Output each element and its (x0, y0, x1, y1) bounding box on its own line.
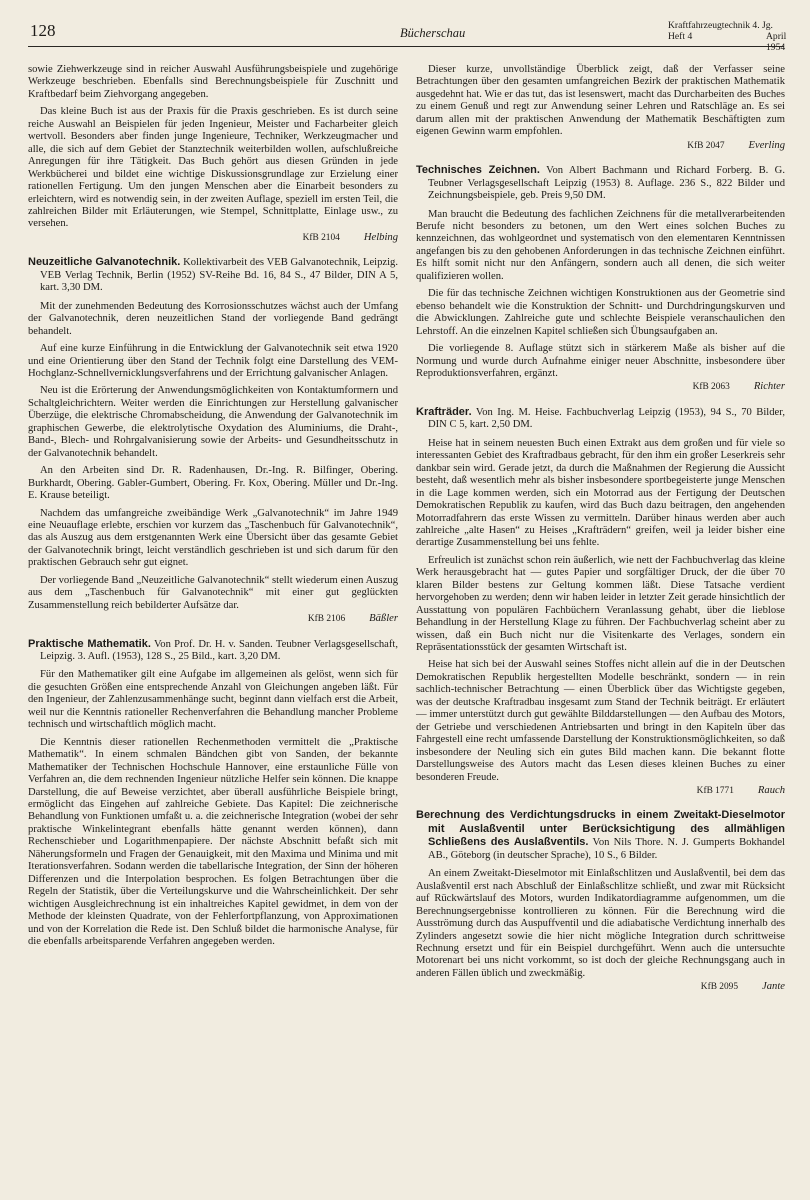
review-code: KfB 2106 (307, 614, 346, 625)
review-code: KfB 2104 (302, 232, 340, 243)
book-biblio: Von Nils Thore. N. J. Gumperts Bokhandel AB., Göteborg (in deutscher Sprache), 10 S., 6 Bilder. (428, 837, 785, 861)
paragraph: An einem Zweitakt-Dieselmotor mit Einlaßschlitzen und Auslaßventil, bei dem das Auslaßventil erst nach Abschluß der Einlaßschlitze schließt, und zwar mit Rücksicht auf Rückwärtslauf des Motors, wurden Indikatordiagramme aufgenommen, um die Berechnungsergebnisse kontrollieren zu können. Für die Berechnung wird die Ausströmung durch das Auspuffventil und die adiabatische Verdichtung innerhalb des Zylinders angesetzt sowie die hier nicht mögliche Integration durch schrittweise Rechnung ersetzt und für ein Beispiel durchgeführt. Wenn auch die untersuchte Motorenart bei uns nicht vorkommt, so ist doch der gleiche Rechnungsgang auch in anderen Fällen üblich und zweckmäßig. (416, 868, 785, 979)
paragraph: Die für das technische Zeichnen wichtigen Konstruktionen aus der Geometrie sind ebenso behandelt wie die Konstruktion der Schnitt- und Durchdringungskurven und die Abwicklungen. Zahlreiche gute und schlechte Beispiele veranschaulichen den Lehrstoff. An die einzelnen Kapitel schließen sich Übungsaufgaben an. (416, 288, 785, 337)
paragraph: Heise hat in seinem neuesten Buch einen Extrakt aus dem großen und für viele so interessanten Gebiet des Kraftradbaus gebracht, für den ihm ein großer Leserkreis sehr dankbar sein wird. Gerade jetzt, da durch die Maßnahmen der Regierung die Aussicht besteht, daß wesentlich mehr als bisher insbesondere sportbegeisterte junge Menschen in die Lage kommen werden, sich ein Motorrad aus der Fertigung der Deutschen Demokratischen Republik zu kaufen, wird das Buch dazu beitragen, den angehenden Motorradfahrern das erste Wissen zu vermitteln. Darüber hinaus werden aber auch zahlreiche „alte Hasen“ zu Heises „Krafträdern“ greifen, weil ja leider bisher eine derartige Zusammenstellung bei uns fehlte. (416, 437, 785, 549)
review-mathematik-continued (416, 64, 785, 152)
paragraph: An den Arbeiten sind Dr. R. Radenhausen, Dr.-Ing. R. Bilfinger, Obering. Burkhardt, Obering. Gabler-Gumbert, Obering. Fr. Kox, Obering. Müller und Dr.-Ing. E. Krause beteiligt. (28, 465, 398, 502)
reviewer-name: Everling (748, 139, 785, 151)
review-signature (28, 613, 398, 625)
paragraph: Der vorliegende Band „Neuzeitliche Galvanotechnik“ stellt wiederum einen Auszug aus dem „Taschenbuch für Galvanotechnik“ mit einer gut geglückten Zusammenstellung reich bebilderter Aufsätze dar. (28, 574, 398, 611)
review-code: KfB 2095 (700, 982, 739, 993)
paragraph: sowie Ziehwerkzeuge sind in reicher Auswahl Ausführungsbeispiele und zugehörige Werkzeuge beschrieben. Ebenfalls sind Berechnungsbeispiele für Zuschnitt und Kraftbedarf beim Ziehvorgang angegeben. (28, 64, 398, 100)
journal-info (668, 20, 787, 53)
journal-name: Kraftfahrzeugtechnik 4. Jg. (668, 20, 773, 31)
paragraph: Dieser kurze, unvollständige Überblick zeigt, daß der Verfasser seine Betrachtungen über den gesamten umfangreichen Bezirk der praktischen Mathematik ausgedehnt hat. Wie er das tut, das ist lesenswert, macht das Durcharbeiten des Buches zu einem Genuß und regt zur Anwendung seiner Lehren und Ratschläge an. Es sei darum allen mit der praktischen Anwendung der Mathematik Beschäftigten zum eigenen Gewinn warm empfohlen. (416, 64, 785, 138)
review-heading (416, 164, 785, 202)
book-biblio: Kollektivarbeit des VEB Galvanotechnik, Leipzig. VEB Verlag Technik, Berlin (1952) SV-Reihe Bd. 16, 84 S., 47 Bilder, DIN A 5, kart. 3,30 DM. (40, 257, 398, 294)
book-title: Technisches Zeichnen. (416, 164, 540, 177)
left-column (28, 64, 398, 960)
paragraph: Man braucht die Bedeutung des fachlichen Zeichnens für die metallverarbeitenden Berufe nicht besonders zu betonen, um den Wert eines solchen Buches zu kennzeichnen, das wohlgeordnet und systematisch von den elementaren Kenntnissen angefangen bis zu den gehobenen Anforderungen in das technische Zeichnen einführt. Es hilft somit nicht nur den Anfängern, sondern auch all denen, die sich weiter qualifizieren wollen. (416, 208, 785, 282)
review-continued (28, 64, 398, 244)
review-code: KfB 1771 (696, 786, 734, 797)
review-signature (416, 981, 785, 993)
paragraph: Mit der zunehmenden Bedeutung des Korrosionsschutzes wächst auch der Umfang der Galvanotechnik, deren neuzeitlichen Stand der vorliegende Band gedrängt behandelt. (28, 300, 398, 337)
book-title: Praktische Mathematik. (28, 637, 151, 650)
paragraph: Auf eine kurze Einführung in die Entwicklung der Galvanotechnik seit etwa 1920 und eine Orientierung über den Stand der Technik folgt eine Darstellung des VEM-Hochglanz-Schnellvernicklungsverfahrens und der Errichtung galvanischer Anlagen. (28, 343, 398, 379)
page-number: 128 (30, 21, 56, 40)
review-heading (28, 638, 398, 664)
issue-date: April 1954 (766, 31, 787, 53)
paragraph: Die vorliegende 8. Auflage stützt sich in stärkerem Maße als bisher auf die Normung und wurde durch Aufnahme einiger neuer Abschnitte, insbesondere über Reproduktionsverfahren, ergänzt. (416, 343, 785, 379)
paragraph: Die Kenntnis dieser rationellen Rechenmethoden vermittelt die „Praktische Mathematik“. In einem schmalen Bändchen gibt von Sanden, der bekannte Mathematiker der Technischen Hochschule Hannover, eine erstaunliche Fülle von Verfahren an, die dem rechnenden Ingenieur nützliche Helfer sein können. Die knappe Darstellung, die auf Beweise verzichtet, aber überall ausführliche Beispiele bringt, ermöglicht das Eingehen auf zahlreiche Gebiete. Das Kapitel: Die zeichnerische Behandlung von Funktionen umfaßt u. a. die zeichnerische Integration (wobei der sehr praktische Winkelintegrant ebenfalls hätte genannt werden können), dann Rechenschieber und Logarithmenpapiere. Der nächste Abschnitt befaßt sich mit Näherungsformeln und Fragen der Genauigkeit, mit den Maxima und Minima und mit Iterationsverfahren. Sodann werden die tabellarische Integration, der Sinn der höheren Differenzen und die Interpolation besprochen. Es folgen Betrachtungen über die Regeln der Statistik, über die Verteilungskurve und die Wahrscheinlichkeit. Der sehr wichtigen Ausgleichrechnung ist ein inhaltreiches Kapitel gewidmet, in dem von der Methode der kleinsten Quadrate, von der Fehlerfortpflanzung, von Approximationen und von der Korrelation die Rede ist. Den Schluß bildet die harmonische Analyse, für die ebenfalls arbeitsparende Verfahren angegeben werden. (28, 736, 398, 947)
review-galvanotechnik (28, 256, 398, 625)
review-code: KfB 2063 (692, 382, 730, 393)
paragraph: Nachdem das umfangreiche zweibändige Werk „Galvanotechnik“ im Jahre 1949 eine Neuauflage erlebte, erschien vor kurzem das „Taschenbuch für Galvanotechnik“, das als Auszug aus dem erstgenannten Werk eine Übersicht über das gesamte Gebiet der Galvanotechnik bringt, leicht verständlich geschrieben ist und sich darum für den praktischen Gebrauch sehr gut eignet. (28, 507, 398, 569)
book-title: Berechnung des Verdichtungsdrucks in einem Zweitakt-Dieselmotor mit Auslaßventil unter Berücksichtigung des allmähligen Schließens des Auslaßventils. (416, 809, 785, 849)
reviewer-name: Jante (762, 981, 785, 993)
reviewer-name: Helbing (363, 231, 398, 243)
review-heading (416, 406, 785, 432)
review-signature (28, 232, 398, 244)
page-header (28, 20, 787, 53)
review-technisches-zeichnen (416, 164, 785, 394)
review-heading (28, 256, 398, 294)
review-praktische-mathematik (28, 638, 398, 949)
reviewer-name: Bäßler (369, 613, 398, 625)
review-signature (416, 785, 785, 797)
reviewer-name: Richter (753, 381, 785, 393)
book-title: Krafträder. (416, 405, 472, 418)
book-biblio: Von Prof. Dr. H. v. Sanden. Teubner Verlagsgesellschaft, Leipzig. 3. Aufl. (1953), 128 S., 25 Bild., kart. 3,20 DM. (40, 638, 398, 663)
review-code: KfB 2047 (687, 140, 725, 151)
issue-label: Heft 4 (668, 31, 693, 42)
paragraph: Heise hat sich bei der Auswahl seines Stoffes nicht allein auf die in der Deutschen Demokratischen Republik hergestellten Modelle beschränkt, sondern — in rein sachlich-technischer Betrachtung — einen Überblick über das Wichtigste gegeben, was der deutsche Kraftradbau insgesamt zum Stand der Technik beiträgt. Er erläutert — immer unterstützt durch gut gewählte Bilddarstellungen — den Aufbau des Motors, der Getriebe und verschiedenen Antriebsarten und bringt in den Kapiteln über das Fahrgestell eine recht umfassende Darstellung der Konstruktionsmöglichkeiten, so daß insbesondere der Neuling sich ein gutes Bild machen kann. Die bekannt flotte Darstellungsweise des Autors macht das Lesen dieses kleinen Buches zu einer besonderen Freude. (416, 659, 785, 783)
book-title: Neuzeitliche Galvanotechnik. (28, 256, 181, 269)
paragraph: Erfreulich ist zunächst schon rein äußerlich, wie nett der Fachbuchverlag das kleine Werk herausgebracht hat — gutes Papier und sorgfältiger Druck, der die über 70 klaren Bilder bestens zur Geltung kommen läßt. Diese Tatsache verdient hervorgehoben zu werden; denn wir haben leider in letzter Zeit gerade hinsichtlich der Ausstattung von populären Fachbüchern Veranlassung gehabt, über die lieblose Behandlung in der Herstellung Klage zu führen. Der Fachbuchverlag scheint aber zu wissen, daß ein Buch nicht nur die Visitenkarte des Verlages, sondern ein Repräsentationsstück der gesamten Wirtschaft ist. (416, 554, 785, 654)
paragraph: Neu ist die Erörterung der Anwendungsmöglichkeiten von Kontaktumformern und Schaltgleichrichtern. Weiter werden die Einrichtungen zur Herstellung galvanischer Überzüge, die elektrische Chromabscheidung, die Anwendung der Galvanotechnik im graphischen Gewerbe, die elektrolytische Oxydation des Aluminiums, die Draht-, Band-, Blech- und Rohrgalvanisierung sowie der Arbeits- und Gesundheitsschutz in der Galvanotechnik behandelt. (28, 385, 398, 459)
paragraph: Für den Mathematiker gilt eine Aufgabe im allgemeinen als gelöst, wenn sich für die gesuchten Größen eine entsprechende Anzahl von Gleichungen angeben läßt. Für den Ingenieur, der Zahlenzusammenhänge sucht, beginnt dann vielfach erst die Arbeit, weil nur die Kenntnis rationeller Rechenverfahren die Behandlung mancher Probleme technisch und wirtschaftlich möglich macht. (28, 669, 398, 731)
review-kraftraeder (416, 406, 785, 798)
reviewer-name: Rauch (757, 785, 785, 797)
review-heading (416, 809, 785, 862)
paragraph: Das kleine Buch ist aus der Praxis für die Praxis geschrieben. Es ist durch seine reiche Auswahl an Beispielen für jeden Ingenieur, Meister und Facharbeiter gleich wertvoll. Besonders aber finden junge Ingenieure, Techniker, Werkzeugmacher und alle, die sich auf dem Gebiet der Stanztechnik weiterbilden wollen, aufschlußreiche Anregungen für ihre Tätigkeit. Das Buch gehört aus diesen Gründen in jede Werkbücherei und bildet eine wichtige Diskussionsgrundlage zur Erzielung einer rationellen Fertigung. Um den jungen Menschen aber die Einarbeit besonders zu erleichtern, wird es notwendig sein, in der zweiten Auflage, speziell im ersten Teil, die zahlreichen Bilder mit Erläuterungen, wie Stempel, Schnittplatte, Einlage usw., zu versehen. (28, 106, 398, 230)
review-signature (416, 381, 785, 393)
review-signature (416, 140, 785, 152)
section-title: Bücherschau (400, 26, 466, 40)
right-column (416, 64, 785, 1006)
book-biblio: Von Ing. M. Heise. Fachbuchverlag Leipzig (1953), 94 S., 70 Bilder, DIN C 5, kart. 2,50 DM. (428, 406, 785, 431)
review-verdichtungsdruck (416, 809, 785, 993)
book-biblio: Von Albert Bachmann und Richard Forberg. B. G. Teubner Verlagsgesellschaft Leipzig (1953) 8. Auflage. 236 S., 822 Bilder und Zeichnungsbeispiele, geb. Preis 9,50 DM. (428, 165, 785, 202)
